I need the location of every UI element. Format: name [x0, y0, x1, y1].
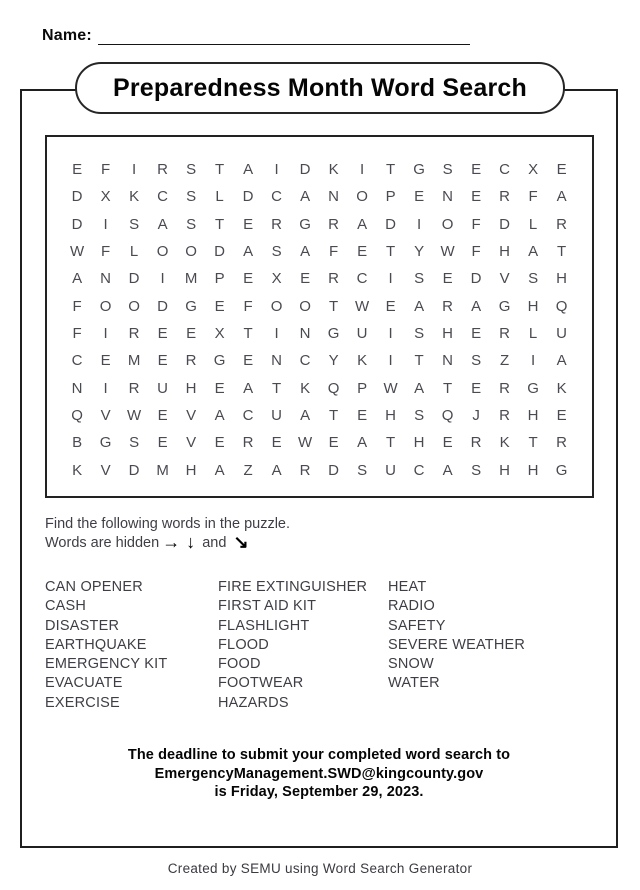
grid-letter: U: [356, 325, 368, 343]
grid-letter: D: [299, 161, 311, 179]
word-list-item: FIRE EXTINGUISHER: [218, 579, 368, 595]
grid-letter: R: [185, 352, 197, 370]
grid-letter: E: [471, 325, 482, 343]
grid-row: [63, 238, 576, 265]
grid-letter: O: [299, 297, 312, 315]
grid-letter: F: [72, 297, 82, 315]
grid-letter: D: [328, 461, 340, 479]
grid-letter: T: [557, 243, 567, 261]
grid-letter: P: [214, 270, 225, 288]
grid-letter: I: [531, 352, 536, 370]
grid-letter: W: [298, 434, 313, 452]
word-list-item: SEVERE WEATHER: [388, 636, 526, 653]
grid-letter: X: [100, 188, 111, 206]
grid-letter: K: [499, 434, 510, 452]
grid-letter: A: [157, 215, 168, 233]
grid-letter: V: [186, 407, 197, 425]
grid-letter: T: [414, 352, 424, 370]
grid-letter: A: [528, 243, 539, 261]
grid-letter: D: [385, 215, 397, 233]
grid-letter: S: [186, 188, 197, 206]
grid-letter: E: [414, 188, 425, 206]
grid-letter: A: [357, 434, 368, 452]
grid-letter: K: [72, 461, 83, 479]
grid-letter: E: [442, 270, 453, 288]
grid-letter: U: [385, 461, 397, 479]
grid-letter: G: [299, 215, 312, 233]
grid-letter: A: [556, 188, 567, 206]
grid-letter: Q: [327, 379, 340, 397]
grid-letter: E: [385, 297, 396, 315]
grid-letter: Q: [71, 407, 84, 425]
grid-letter: S: [414, 270, 425, 288]
grid-letter: Q: [555, 297, 568, 315]
word-list-item: FLOOD: [218, 636, 269, 653]
grid-row: [63, 293, 576, 320]
grid-letter: D: [470, 270, 482, 288]
grid-letter: I: [388, 325, 393, 343]
down-right-arrow-icon: ↘: [233, 531, 249, 552]
grid-letter: L: [215, 188, 225, 206]
grid-letter: T: [215, 215, 225, 233]
grid-letter: X: [528, 161, 539, 179]
word-list-item: FLASHLIGHT: [218, 617, 310, 634]
grid-letter: M: [127, 352, 141, 370]
grid-letter: N: [271, 352, 283, 370]
grid-letter: I: [132, 161, 137, 179]
grid-row: [63, 429, 576, 456]
instructions-line1: Find the following words in the puzzle.: [45, 516, 291, 532]
grid-letter: H: [499, 461, 511, 479]
grid-letter: E: [186, 325, 197, 343]
word-list-item: EXERCISE: [45, 694, 120, 711]
grid-letter: H: [527, 407, 539, 425]
grid-letter: O: [99, 297, 112, 315]
grid-letter: I: [274, 325, 279, 343]
grid-letter: H: [527, 461, 539, 479]
down-arrow-icon: ↓: [186, 531, 196, 552]
grid-letter: N: [442, 352, 454, 370]
grid-row: [63, 402, 576, 429]
grid-letter: T: [528, 434, 538, 452]
grid-letter: C: [71, 352, 83, 370]
grid-letter: E: [157, 325, 168, 343]
grid-letter: F: [329, 243, 339, 261]
grid-letter: U: [157, 379, 169, 397]
grid-row: [63, 375, 576, 402]
name-label: Name:: [42, 27, 92, 44]
grid-letter: F: [471, 215, 481, 233]
word-list-item: DISASTER: [45, 617, 120, 634]
grid-row: [63, 183, 576, 210]
deadline-line1: The deadline to submit your completed word search to: [127, 747, 511, 763]
grid-letter: N: [328, 188, 340, 206]
grid-letter: C: [242, 407, 254, 425]
instructions-line2: [45, 531, 290, 553]
grid-letter: S: [271, 243, 282, 261]
grid-letter: T: [386, 161, 396, 179]
right-arrow-icon: →: [162, 531, 181, 552]
grid-letter: Z: [500, 352, 510, 370]
grid-letter: E: [243, 352, 254, 370]
grid-letter: O: [356, 188, 369, 206]
grid-letter: H: [499, 243, 511, 261]
grid-letter: S: [471, 461, 482, 479]
grid-letter: A: [442, 461, 453, 479]
grid-letter: E: [157, 407, 168, 425]
grid-letter: R: [128, 379, 140, 397]
grid-letter: E: [357, 407, 368, 425]
grid-letter: R: [499, 379, 511, 397]
grid-letter: T: [329, 297, 339, 315]
grid-letter: I: [388, 352, 393, 370]
grid-letter: P: [385, 188, 396, 206]
grid-letter: I: [274, 161, 279, 179]
grid-letter: F: [528, 188, 538, 206]
word-list-column: [218, 578, 388, 713]
grid-letter: E: [471, 379, 482, 397]
grid-letter: D: [71, 215, 83, 233]
grid-letter: J: [472, 407, 481, 425]
grid-letter: W: [440, 243, 455, 261]
grid-letter: C: [299, 352, 311, 370]
grid-letter: A: [214, 407, 225, 425]
grid-letter: A: [300, 407, 311, 425]
word-list-item: EVACUATE: [45, 675, 123, 692]
grid-letter: S: [186, 215, 197, 233]
grid-row: [63, 347, 576, 374]
grid-letter: T: [443, 379, 453, 397]
grid-letter: T: [386, 434, 396, 452]
grid-letter: A: [300, 243, 311, 261]
name-input-line[interactable]: [98, 27, 470, 45]
word-list-item: HEAT: [388, 579, 427, 595]
grid-letter: H: [527, 297, 539, 315]
grid-letter: A: [357, 215, 368, 233]
grid-letter: S: [129, 215, 140, 233]
grid-letter: H: [442, 325, 454, 343]
grid-letter: E: [300, 270, 311, 288]
grid-letter: O: [441, 215, 454, 233]
word-list-item: FOOD: [218, 656, 261, 673]
grid-letter: S: [471, 352, 482, 370]
word-list-item: EMERGENCY KIT: [45, 656, 168, 673]
grid-letter: E: [328, 434, 339, 452]
grid-letter: R: [328, 270, 340, 288]
grid-letter: E: [243, 215, 254, 233]
grid-letter: R: [299, 461, 311, 479]
grid-letter: R: [157, 161, 169, 179]
grid-letter: R: [556, 434, 568, 452]
grid-letter: A: [300, 188, 311, 206]
grid-letter: W: [127, 407, 142, 425]
instructions-and-text: and: [202, 534, 227, 551]
page-title: Preparedness Month Word Search: [113, 73, 527, 102]
grid-letter: G: [555, 461, 568, 479]
grid-letter: G: [413, 161, 426, 179]
title-pill: [75, 62, 565, 114]
word-list: [45, 578, 597, 713]
grid-letter: O: [185, 243, 198, 261]
grid-letter: D: [71, 188, 83, 206]
grid-letter: G: [185, 297, 198, 315]
grid-letter: I: [103, 325, 108, 343]
grid-letter: R: [499, 325, 511, 343]
grid-letter: I: [360, 161, 365, 179]
grid-letter: C: [271, 188, 283, 206]
grid-letter: T: [386, 243, 396, 261]
grid-letter: E: [556, 407, 567, 425]
grid-letter: C: [356, 270, 368, 288]
grid-letter: I: [103, 379, 108, 397]
grid-letter: H: [385, 407, 397, 425]
grid-letter: R: [499, 188, 511, 206]
grid-letter: O: [270, 297, 283, 315]
grid-letter: D: [242, 188, 254, 206]
grid-letter: D: [499, 215, 511, 233]
grid-letter: S: [186, 161, 197, 179]
word-list-item: FIRST AID KIT: [218, 598, 317, 615]
grid-letter: F: [101, 243, 111, 261]
grid-letter: N: [100, 270, 112, 288]
footer-credit: Created by SEMU using Word Search Generator: [167, 861, 473, 876]
instructions-line2-text: Words are hidden: [45, 534, 160, 551]
grid-letter: E: [442, 434, 453, 452]
grid-letter: K: [300, 379, 311, 397]
grid-row: [63, 265, 576, 292]
grid-letter: T: [329, 407, 339, 425]
grid-letter: G: [327, 325, 340, 343]
grid-letter: N: [71, 379, 83, 397]
grid-letter: K: [129, 188, 140, 206]
grid-letter: T: [215, 161, 225, 179]
grid-letter: T: [272, 379, 282, 397]
grid-letter: Y: [328, 352, 339, 370]
word-list-item: CAN OPENER: [45, 579, 143, 595]
word-list-item: SNOW: [388, 656, 434, 673]
grid-letter: A: [72, 270, 83, 288]
grid-letter: F: [243, 297, 253, 315]
grid-letter: F: [101, 161, 111, 179]
grid-letter: V: [100, 407, 111, 425]
grid-letter: H: [413, 434, 425, 452]
grid-letter: F: [471, 243, 481, 261]
grid-letter: D: [157, 297, 169, 315]
grid-letter: S: [442, 161, 453, 179]
grid-letter: L: [528, 215, 538, 233]
grid-letter: D: [128, 461, 140, 479]
grid-letter: R: [328, 215, 340, 233]
grid-letter: E: [471, 188, 482, 206]
grid-letter: R: [128, 325, 140, 343]
grid-letter: E: [556, 161, 567, 179]
grid-letter: X: [214, 325, 225, 343]
grid-letter: A: [214, 461, 225, 479]
word-search-grid: [45, 135, 594, 498]
grid-letter: A: [556, 352, 567, 370]
grid-letter: I: [160, 270, 165, 288]
grid-letter: E: [243, 270, 254, 288]
grid-letter: P: [357, 379, 368, 397]
grid-letter: V: [186, 434, 197, 452]
grid-letter: R: [499, 407, 511, 425]
word-list-item: HAZARDS: [218, 694, 289, 711]
grid-letter: A: [414, 379, 425, 397]
grid-letter: R: [442, 297, 454, 315]
grid-letter: H: [185, 461, 197, 479]
grid-letter: A: [271, 461, 282, 479]
grid-letter: H: [556, 270, 568, 288]
grid-letter: S: [528, 270, 539, 288]
grid-letter: C: [413, 461, 425, 479]
grid-letter: K: [556, 379, 567, 397]
grid-letter: E: [471, 161, 482, 179]
grid-letter: X: [271, 270, 282, 288]
grid-letter: R: [242, 434, 254, 452]
grid-letter: N: [442, 188, 454, 206]
deadline-line3: is Friday, September 29, 2023.: [214, 784, 424, 801]
grid-letter: E: [157, 434, 168, 452]
grid-letter: I: [388, 270, 393, 288]
grid-letter: R: [470, 434, 482, 452]
grid-letter: A: [243, 161, 254, 179]
grid-letter: Y: [414, 243, 425, 261]
grid-letter: N: [299, 325, 311, 343]
grid-letter: Q: [441, 407, 454, 425]
grid-letter: E: [214, 379, 225, 397]
grid-letter: G: [527, 379, 540, 397]
grid-letter: D: [214, 243, 226, 261]
grid-letter: E: [271, 434, 282, 452]
grid-letter: T: [243, 325, 253, 343]
grid-letter: A: [414, 297, 425, 315]
word-list-column: [45, 578, 218, 713]
grid-row: [63, 156, 576, 183]
grid-letter: G: [99, 434, 112, 452]
grid-letter: E: [157, 352, 168, 370]
grid-letter: C: [157, 188, 169, 206]
grid-letter: G: [213, 352, 226, 370]
grid-letter: H: [185, 379, 197, 397]
grid-letter: S: [357, 461, 368, 479]
word-list-item: SAFETY: [388, 617, 446, 634]
grid-letter: A: [243, 379, 254, 397]
grid-letter: U: [556, 325, 568, 343]
name-row: [42, 27, 470, 45]
grid-letter: U: [271, 407, 283, 425]
grid-letter: W: [355, 297, 370, 315]
grid-letter: E: [214, 434, 225, 452]
grid-letter: O: [128, 297, 141, 315]
deadline-notice: [20, 746, 618, 802]
grid-letter: I: [417, 215, 422, 233]
word-list-column: [388, 578, 597, 713]
word-list-item: FOOTWEAR: [218, 675, 304, 692]
grid-letter: V: [100, 461, 111, 479]
grid-letter: S: [129, 434, 140, 452]
grid-letter: I: [103, 215, 108, 233]
grid-letter: W: [383, 379, 398, 397]
grid-letter: E: [357, 243, 368, 261]
grid-letter: E: [214, 297, 225, 315]
grid-row: [63, 320, 576, 347]
grid-letter: A: [471, 297, 482, 315]
grid-letter: S: [414, 325, 425, 343]
grid-letter: B: [72, 434, 83, 452]
word-list-item: RADIO: [388, 598, 435, 615]
grid-letter: M: [184, 270, 198, 288]
grid-letter: A: [243, 243, 254, 261]
word-list-item: WATER: [388, 675, 440, 692]
grid-row: [63, 457, 576, 484]
grid-letter: G: [498, 297, 511, 315]
grid-letter: E: [100, 352, 111, 370]
grid-letter: O: [156, 243, 169, 261]
grid-letter: F: [72, 325, 82, 343]
grid-letter: C: [499, 161, 511, 179]
grid-letter: L: [528, 325, 538, 343]
grid-letter: S: [414, 407, 425, 425]
grid-letter: R: [271, 215, 283, 233]
word-list-item: EARTHQUAKE: [45, 636, 147, 653]
grid-letter: K: [357, 352, 368, 370]
grid-letter: Z: [243, 461, 253, 479]
instructions: [45, 516, 290, 552]
word-list-item: CASH: [45, 598, 87, 615]
deadline-email: EmergencyManagement.SWD@kingcounty.gov: [154, 765, 484, 782]
grid-letter: K: [328, 161, 339, 179]
grid-letter: D: [128, 270, 140, 288]
grid-letter: M: [156, 461, 170, 479]
grid-row: [63, 211, 576, 238]
grid-letter: L: [129, 243, 139, 261]
grid-letter: V: [499, 270, 510, 288]
grid-letter: R: [556, 215, 568, 233]
grid-letter: E: [72, 161, 83, 179]
grid-letter: W: [70, 243, 85, 261]
